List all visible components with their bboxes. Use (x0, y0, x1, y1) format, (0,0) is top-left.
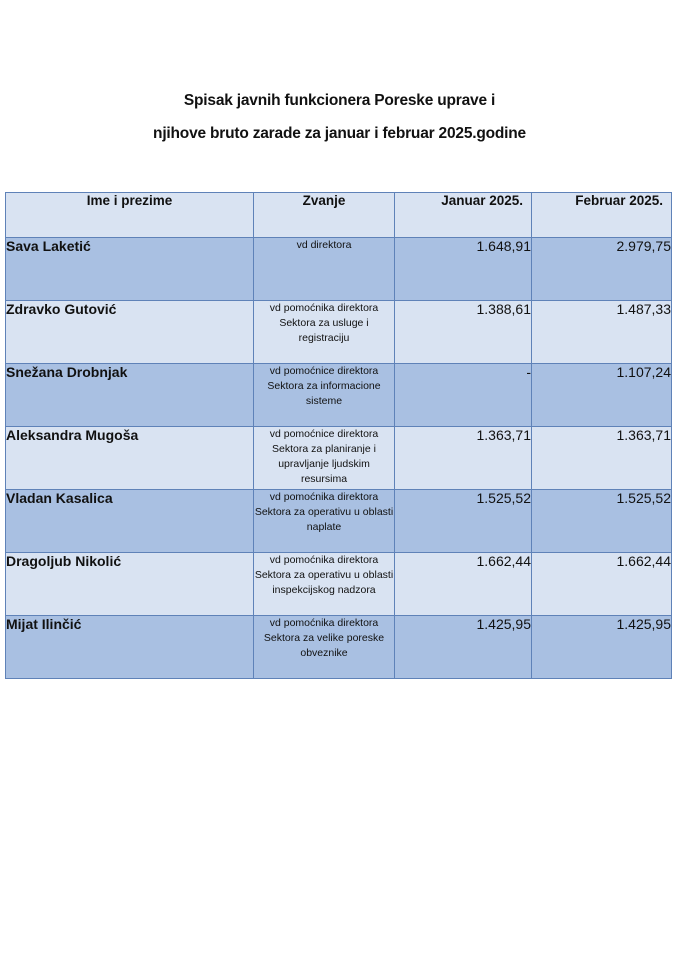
row-title: vd pomoćnice direktora Sektora za planiranje i upravljanje ljudskim resursima (254, 427, 395, 490)
row-january: 1.662,44 (395, 553, 532, 616)
row-february: 2.979,75 (532, 238, 672, 301)
row-name: Aleksandra Mugoša (6, 427, 254, 490)
row-name: Mijat Ilinčić (6, 616, 254, 679)
table-row (6, 553, 672, 616)
row-february: 1.107,24 (532, 364, 672, 427)
document-title-line-2: njihove bruto zarade za januar i februar 2025.godine (153, 125, 526, 142)
row-january: 1.648,91 (395, 238, 532, 301)
header-name: Ime i prezime (6, 193, 254, 238)
row-name: Snežana Drobnjak (6, 364, 254, 427)
header-title: Zvanje (254, 193, 395, 238)
row-january: 1.363,71 (395, 427, 532, 490)
row-january: 1.525,52 (395, 490, 532, 553)
table-row (6, 238, 672, 301)
table-row (6, 490, 672, 553)
row-february: 1.525,52 (532, 490, 672, 553)
row-january: 1.425,95 (395, 616, 532, 679)
document-title-line-1: Spisak javnih funkcionera Poreske uprave i (183, 92, 496, 109)
row-title: vd direktora (254, 238, 395, 301)
row-february: 1.487,33 (532, 301, 672, 364)
row-february: 1.363,71 (532, 427, 672, 490)
table-row (6, 616, 672, 679)
row-title: vd pomoćnika direktora Sektora za operativu u oblasti naplate (254, 490, 395, 553)
header-january: Januar 2025. (395, 193, 532, 238)
row-title: vd pomoćnika direktora Sektora za velike poreske obveznike (254, 616, 395, 679)
table-row (6, 427, 672, 490)
row-title: vd pomoćnice direktora Sektora za informacione sisteme (254, 364, 395, 427)
row-january: 1.388,61 (395, 301, 532, 364)
row-name: Zdravko Gutović (6, 301, 254, 364)
row-name: Vladan Kasalica (6, 490, 254, 553)
table-row (6, 301, 672, 364)
table-row (6, 364, 672, 427)
row-title: vd pomoćnika direktora Sektora za operativu u oblasti inspekcijskog nadzora (254, 553, 395, 616)
table-header-row (6, 193, 672, 238)
salaries-table (5, 192, 672, 679)
header-february: Februar 2025. (532, 193, 672, 238)
row-title: vd pomoćnika direktora Sektora za usluge i registraciju (254, 301, 395, 364)
row-name: Sava Laketić (6, 238, 254, 301)
row-february: 1.425,95 (532, 616, 672, 679)
row-february: 1.662,44 (532, 553, 672, 616)
row-january: - (395, 364, 532, 427)
row-name: Dragoljub Nikolić (6, 553, 254, 616)
